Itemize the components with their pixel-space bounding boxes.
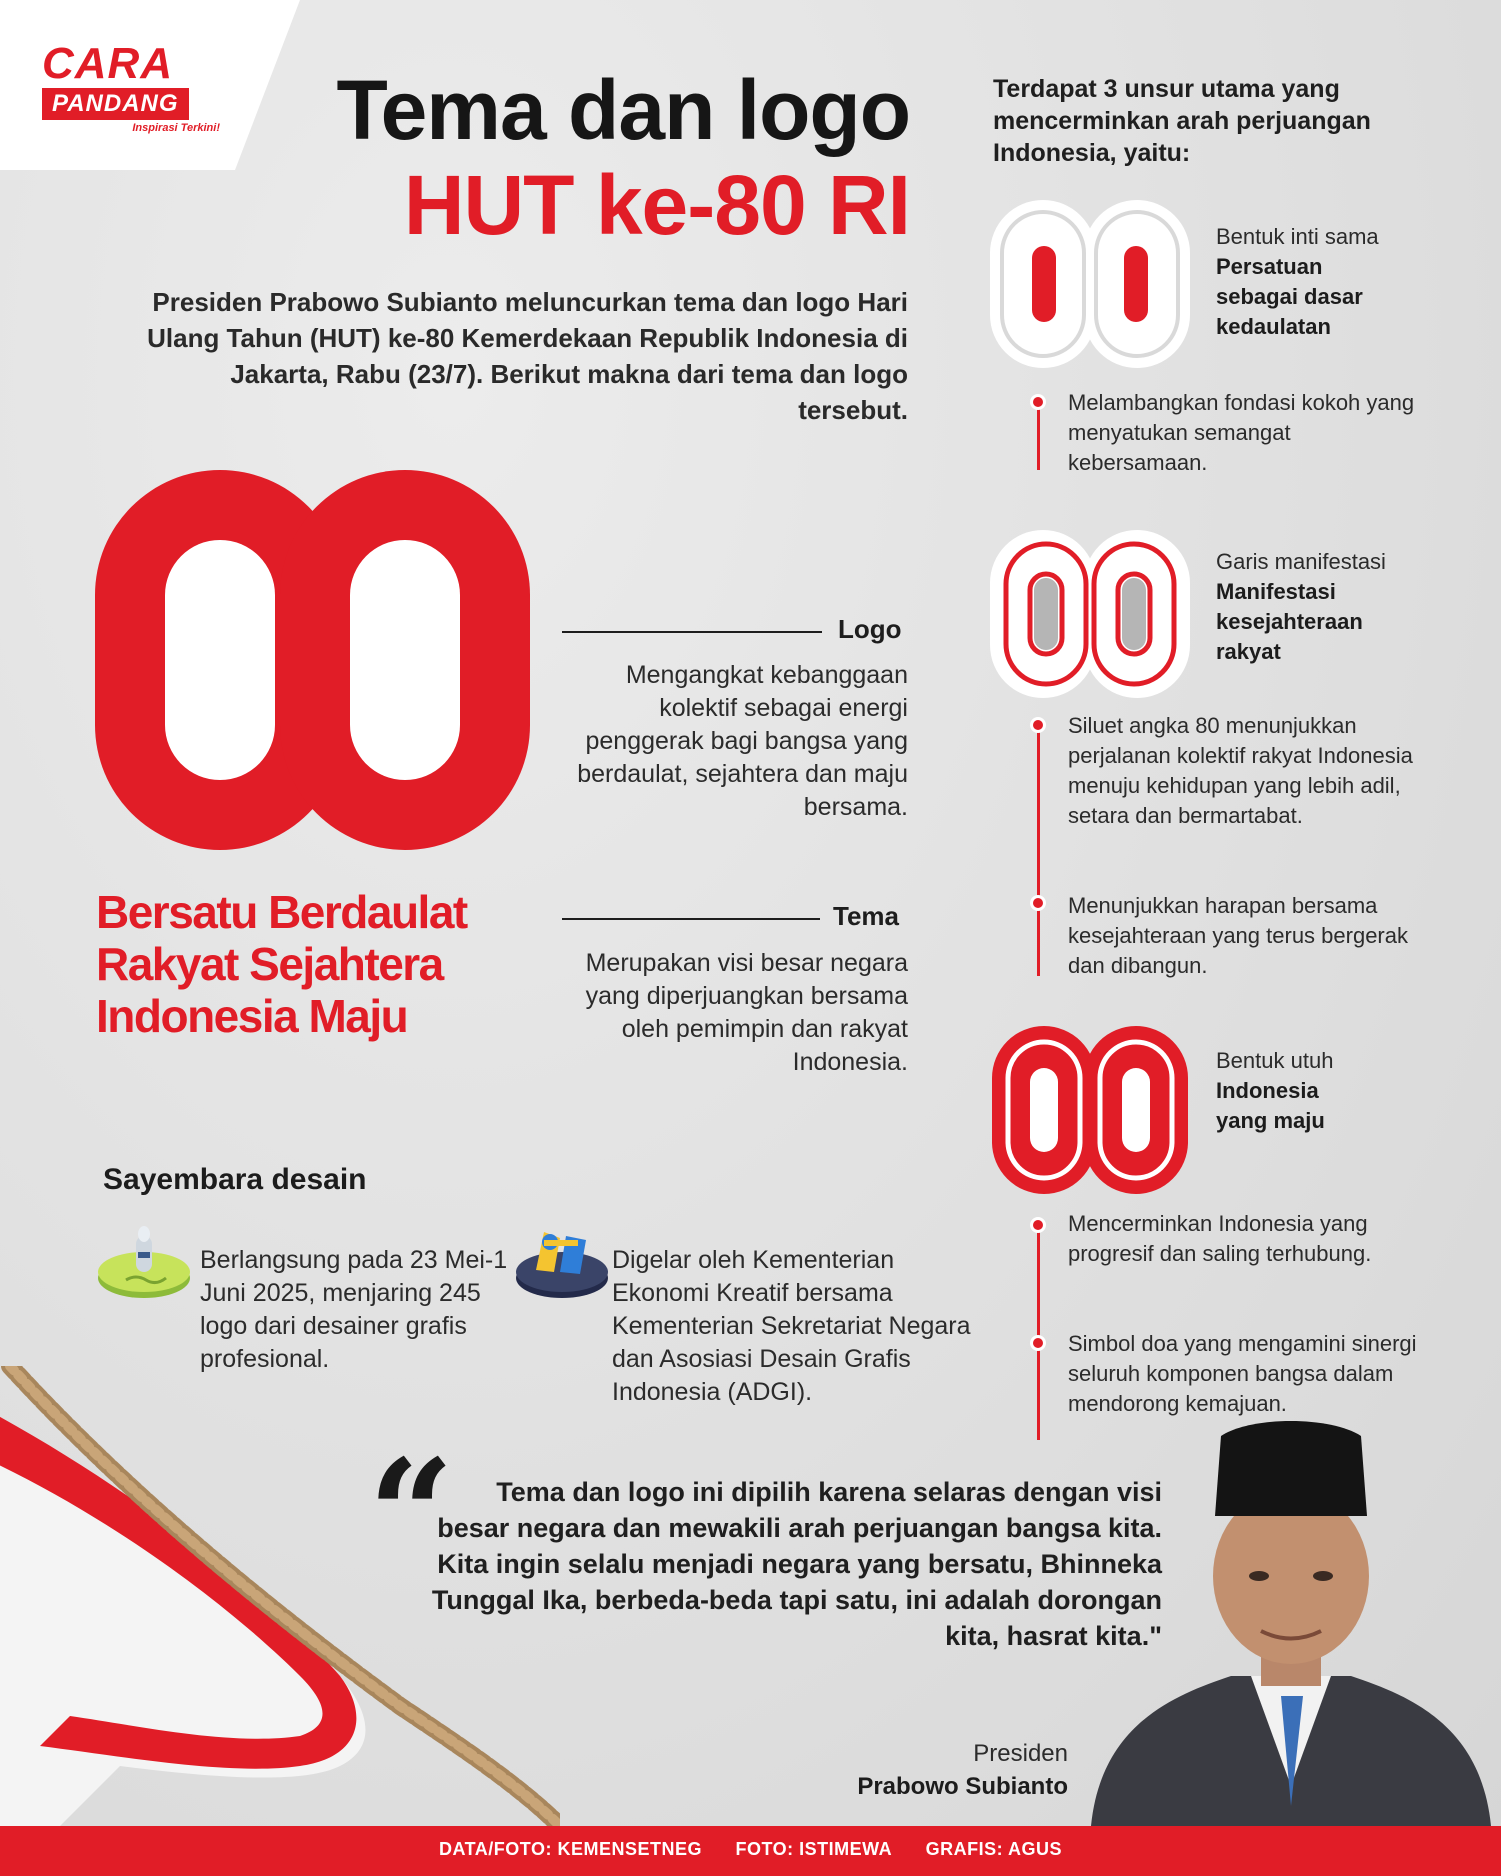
theme-line-3: Indonesia Maju [96, 990, 408, 1042]
element-1-bullet-dot [1033, 397, 1043, 407]
logo-connector [562, 631, 822, 633]
element-1-kicker: Bentuk inti sama [1216, 224, 1379, 249]
element-2-title [1216, 577, 1456, 667]
element-3-bullet-1: Mencerminkan Indonesia yang progresif dan saling terhubung. [1068, 1211, 1372, 1266]
element-3-kicker: Bentuk utuh [1216, 1048, 1334, 1073]
president-portrait [1081, 1406, 1501, 1826]
contest-detail-2: Digelar oleh Kementerian Ekonomi Kreatif bersama Kementerian Sekretariat Negara dan Asosiasi Desain Grafis Indonesia (ADGI). [612, 1246, 971, 1406]
quote-mark-icon: “ [368, 1427, 455, 1603]
element-3-title-line-2: yang maju [1216, 1108, 1325, 1133]
element-3-heading [1216, 1046, 1456, 1136]
element-2-heading [1216, 547, 1456, 667]
intro-paragraph: Presiden Prabowo Subianto meluncurkan tema dan logo Hari Ulang Tahun (HUT) ke-80 Kemerdekaan Republik Indonesia di Jakarta, Rabu (23/7). Berikut makna dari tema dan logo tersebut. [147, 287, 908, 425]
element-1-title-line-1: Persatuan [1216, 254, 1323, 279]
elements-intro: Terdapat 3 unsur utama yang mencerminkan arah perjuangan Indonesia, yaitu: [993, 75, 1371, 167]
contest-heading: Sayembara desain [103, 1163, 367, 1196]
logo-description: Mengangkat kebanggaan kolektif sebagai energi penggerak bagi bangsa yang berdaulat, sejahtera dan maju bersama. [577, 661, 908, 821]
president-quote: Tema dan logo ini dipilih karena selaras dengan visi besar negara dan mewakili arah perjuangan bangsa kita. Kita ingin selalu menjadi negara yang bersatu, Bhinneka Tunggal Ika, berbeda-beda tapi satu, ini adalah dorongan kita, hasrat kita." [431, 1477, 1162, 1651]
element-1-timeline [1037, 396, 1040, 470]
contest-detail-1: Berlangsung pada 23 Mei-1 Juni 2025, menjaring 245 logo dari desainer grafis profesional. [200, 1246, 508, 1373]
element-manifest-line-icon [990, 530, 1190, 698]
logo-label: Logo [838, 614, 902, 644]
element-3-bullet-dot-2 [1033, 1338, 1043, 1348]
element-3-timeline [1037, 1222, 1040, 1440]
theme-line-1: Bersatu Berdaulat [96, 886, 467, 938]
element-2-bullet-dot-1 [1033, 720, 1043, 730]
element-2-title-line-2: kesejahteraan [1216, 609, 1363, 634]
element-3-title-line-1: Indonesia [1216, 1078, 1319, 1103]
footer-credit-data: DATA/FOTO: KEMENSETNEG [438, 1839, 702, 1859]
element-2-kicker: Garis manifestasi [1216, 549, 1386, 574]
element-1-title [1216, 252, 1456, 342]
trophy-podium-icon [96, 1222, 192, 1308]
element-1-heading [1216, 222, 1456, 342]
quote-attribution-role: Presiden [973, 1740, 1068, 1767]
element-complete-shape-icon [992, 1026, 1188, 1194]
hut80-logo [95, 470, 535, 850]
element-1-bullet-1: Melambangkan fondasi kokoh yang menyatukan semangat kebersamaan. [1068, 390, 1415, 475]
brand-tagline: Inspirasi Terkini! [132, 122, 220, 134]
element-2-bullet-dot-2 [1033, 898, 1043, 908]
element-1-title-line-2: sebagai dasar [1216, 284, 1363, 309]
element-2-timeline [1037, 722, 1040, 976]
theme-description: Merupakan visi besar negara yang diperjuangkan bersama oleh pemimpin dan rakyat Indonesia. [585, 949, 908, 1076]
quote-attribution-name: Prabowo Subianto [857, 1773, 1068, 1800]
element-1-title-line-3: kedaulatan [1216, 314, 1331, 339]
theme-text [96, 886, 566, 1042]
element-3-title [1216, 1076, 1456, 1136]
footer-credits [0, 1839, 1501, 1860]
page-title-highlight: HUT ke-80 RI [403, 158, 910, 252]
element-core-shape-icon [990, 200, 1190, 368]
theme-connector [562, 918, 820, 920]
element-2-title-line-3: rakyat [1216, 639, 1281, 664]
theme-label: Tema [833, 901, 899, 931]
page-title: Tema dan logo [336, 63, 910, 157]
footer-credit-photo: FOTO: ISTIMEWA [735, 1839, 893, 1859]
design-tools-icon [514, 1222, 610, 1308]
element-2-bullet-1: Siluet angka 80 menunjukkan perjalanan kolektif rakyat Indonesia menuju kehidupan yang lebih adil, setara dan bermartabat. [1068, 713, 1413, 828]
brand-line2: PANDANG [42, 88, 189, 120]
element-2-bullet-2: Menunjukkan harapan bersama kesejahteraan yang terus bergerak dan dibangun. [1068, 893, 1408, 978]
footer-credit-graphics: GRAFIS: AGUS [925, 1839, 1063, 1859]
element-2-title-line-1: Manifestasi [1216, 579, 1336, 604]
element-3-bullet-2: Simbol doa yang mengamini sinergi seluruh komponen bangsa dalam mendorong kemajuan. [1068, 1331, 1417, 1416]
brand-line1: CARA [42, 39, 174, 88]
theme-line-2: Rakyat Sejahtera [96, 938, 443, 990]
element-3-bullet-dot-1 [1033, 1220, 1043, 1230]
